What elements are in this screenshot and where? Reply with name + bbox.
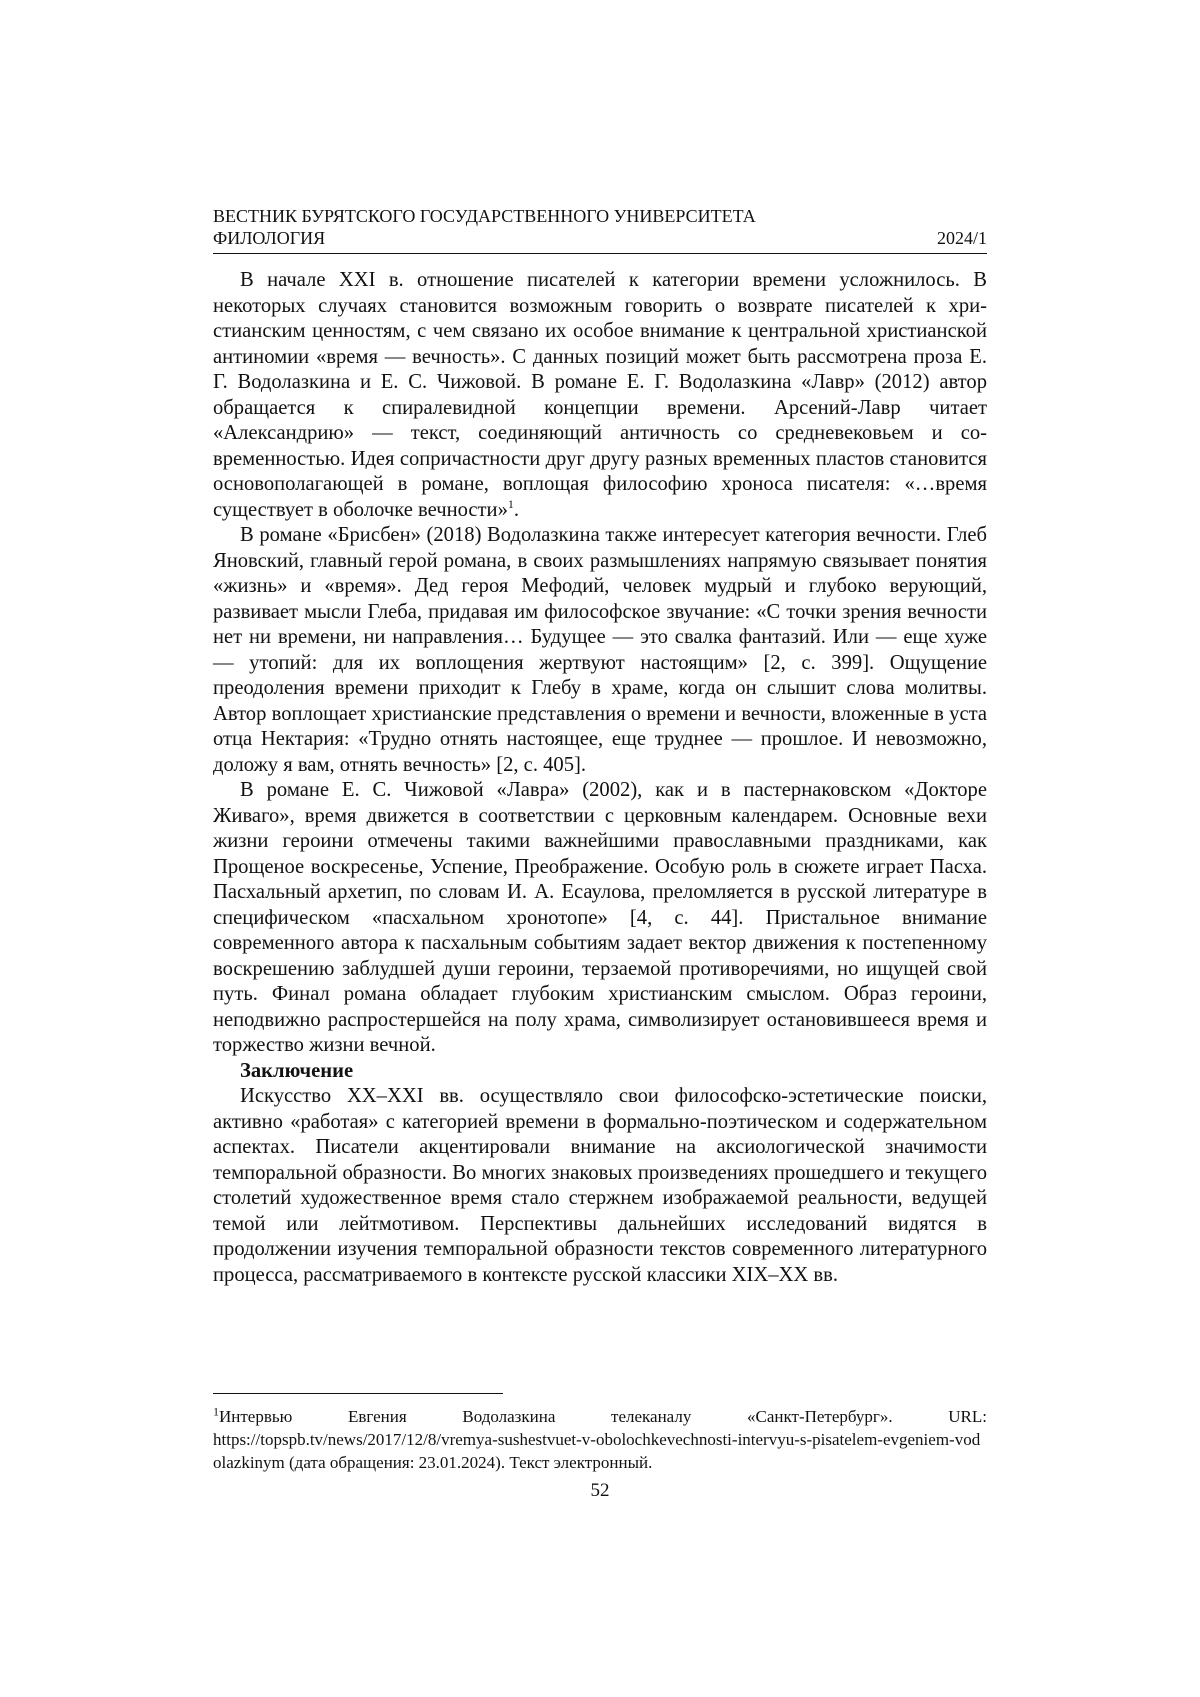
running-header xyxy=(213,227,987,249)
page-number: 52 xyxy=(590,1480,610,1501)
issue-number: 2024/1 xyxy=(936,228,987,248)
paragraph-2: В романе «Брисбен» (2018) Водолазкина также интересует категория вечности. Глеб Яновский, главный герой романа, в своих размышлениях напрямую связывает понятия «жизнь» и «время». Дед героя Мефодий, человек мудрый и глубоко верующий, развивает мысли Глеба, придавая им философское звучание: «С точки зрения вечности нет ни времени, ни направления… Будущее — это свалка фантазий. Или — еще хуже — утопий: для их воплощения жертвуют настоящим» [2, с. 399]. Ощущение преодоления времени приходит к Глебу в храме, когда он слышит слова молитвы. Автор воплощает христианские представления о времени и вечности, вложенные в уста отца Нектария: «Трудно отнять настоящее, еще труднее — прошлое. И невозможно, доложу я вам, отнять вечность» [2, с. 405]. xyxy=(213,524,987,776)
footnote-ref: 1 xyxy=(507,496,514,511)
paragraph-3: В романе Е. С. Чижовой «Лавра» (2002), как и в пастернаковском «Докторе Живаго», время движется в соответствии с церковным календарем. Основные вехи жизни героини отмечены такими важнейшими православными праздниками, как Прощеное воскресенье, Успение, Преображение. Особую роль в сюжете играет Пасха. Пасхальный архетип, по словам И. А. Есаулова, преломляется в русской литературе в специфическом «пасхальном хронотопе» [4, с. 44]. Пристальное внимание современного автора к пасхальным событиям задает вектор движения к постепенному воскрешению заблудшей души героини, терзаемой противоречиями, но ищущей свой путь. Финал романа обладает глубоким христианским смыслом. Образ героини, неподвижно распростершейся на полу храма, символизирует остановившееся время и торжество жизни вечной. xyxy=(213,779,987,1056)
footnote-marker: 1 xyxy=(213,1404,219,1419)
footnote-url: https://topspb.tv/news/2017/12/8/vremya-sushestvuet-v-obolochkevechnosti-intervyu-s-pisatelem-evgeniem-vodolazkinym (дата обращения: 23.01.2024). Текст электронный. xyxy=(213,1430,981,1472)
footnote-line-1 xyxy=(213,1405,987,1428)
paragraph-4: Искусство XX–XXI вв. осуществляло свои философско-эстетические поиски, активно «работая» с категорией времени в формально-поэтическом и содержательном аспектах. Писатели акцентировали внимание на аксиологической значимости темпоральной образности. Во многих знаковых произведениях прошедшего и текущего столетий художественное время стало стержнем изображаемой реальности, ведущей темой или лейтмотивом. Перспективы дальнейших исследований видятся в продолжении изучения темпоральной образности текстов современного литературного процесса, рассматриваемого в контексте русской классики XIX–XX вв. xyxy=(213,1085,987,1286)
paragraph-1-end: . xyxy=(513,498,520,521)
footnote-divider xyxy=(213,1393,503,1394)
footnote-text-1: Интервью Евгения Водолазкина телеканалу «Санкт-Петербург». URL: xyxy=(219,1407,987,1426)
paragraph-1 xyxy=(213,268,987,523)
article-body xyxy=(213,268,987,1288)
paragraph-1-text: В начале XXI в. отношение писателей к категории времени усложнилось. В некоторых случаях становится возможным говорить о возврате писателей к христианским ценностям, с чем связано их особое внимание к центральной христианской антиномии «время — вечность». С данных позиций может быть рассмотрена проза Е. Г. Водолазкина и Е. С. Чижовой. В романе Е. Г. Водолазкина «Лавр» (2012) автор обращается к спиралевидной концепции времени. Арсений-Лавр читает «Александрию» — текст, соединяющий античность со средневековьем и современностью. Идея сопричастности друг другу разных временных пластов становится основополагающей в романе, воплощая философию хроноса писателя: «…время существует в оболочке вечности» xyxy=(213,269,987,521)
footnote xyxy=(213,1405,987,1474)
header-divider xyxy=(213,253,987,254)
journal-title: ВЕСТНИК БУРЯТСКОГО ГОСУДАРСТВЕННОГО УНИВЕРСИТЕТА xyxy=(213,206,756,226)
conclusion-heading: Заключение xyxy=(240,1059,354,1082)
page-content xyxy=(213,205,987,1288)
section-title: ФИЛОЛОГИЯ xyxy=(213,228,326,248)
